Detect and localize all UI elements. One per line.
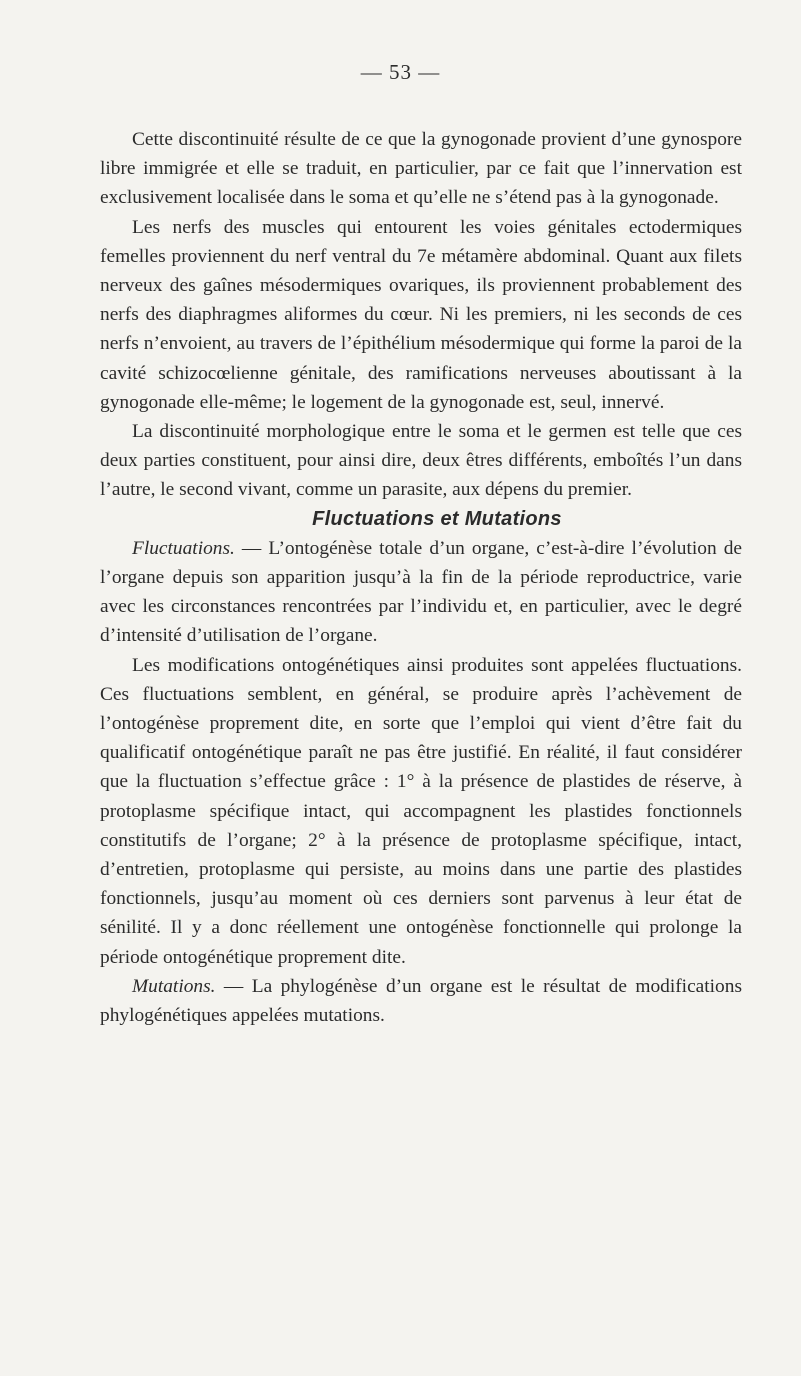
paragraph-fluctuations-text: — L’ontogénèse totale d’un organe, c’est-à-dire l’évolution de l’organe depuis son apparition jusqu’à la fin de la période reproductrice, varie avec les circonstances rencontrées par l’individu et, en particulier, avec le degré d’intensité d’utilisation de l’organe. [100, 537, 742, 647]
paragraph-mutations [100, 972, 742, 1030]
paragraph-discontinuite: La discontinuité morphologique entre le soma et le germen est telle que ces deux parties constituent, pour ainsi dire, deux êtres différents, emboîtés l’un dans l’autre, le second vivant, comme un parasite, aux dépens du premier. [100, 421, 742, 501]
body-text [100, 125, 742, 1030]
paragraph-gynogonade: Cette discontinuité résulte de ce que la gynogonade provient d’une gynospore libre immigrée et elle se traduit, en particulier, par ce fait que l’innervation est exclusivement localisée dans le soma et qu’elle ne s’étend pas à la gynogonade. [100, 129, 742, 209]
page-number: — 53 — [360, 60, 441, 84]
paragraph-fluctuations [100, 534, 742, 651]
section-heading: Fluctuations et Mutations [312, 507, 562, 530]
paragraph-mutations-text: — La phylogénèse d’un organe est le résultat de modifications phylogénétiques appelées mutations. [100, 975, 742, 1027]
paragraph-lead-mutations: Mutations. [132, 975, 216, 997]
paragraph-modifications: Les modifications ontogénétiques ainsi produites sont appelées fluctuations. Ces fluctuations semblent, en général, se produire après l’achèvement de l’ontogénèse proprement dite, en sorte que l’emploi qui vient d’être fait du qualificatif ontogénétique paraît ne pas être justifié. En réalité, il faut considérer que la fluctuation s’effectue grâce : 1° à la présence de plastides de réserve, à protoplasme spécifique intact, qui accompagnent les plastides fonctionnels constitutifs de l’organe; 2° à la présence de protoplasme spécifique, intact, d’entretien, protoplasme qui persiste, au moins dans une partie des plastides fonctionnels, jusqu’au moment où ces derniers sont parvenus à leur état de sénilité. Il y a donc réellement une ontogénèse fonctionnelle qui prolonge la période ontogénétique proprement dite. [100, 654, 742, 968]
paragraph-nerfs: Les nerfs des muscles qui entourent les voies génitales ectodermiques femelles proviennent du nerf ventral du 7e métamère abdominal. Quant aux filets nerveux des gaînes mésodermiques ovariques, ils proviennent probablement des nerfs des diaphragmes aliformes du cœur. Ni les premiers, ni les seconds de ces nerfs n’envoient, au travers de l’épithélium mésodermique qui forme la paroi de la cavité schizocœlienne génitale, des ramifications nerveuses aboutissant à la gynogonade elle-même; le logement de la gynogonade est, seul, innervé. [100, 216, 742, 413]
paragraph-lead-fluctuations: Fluctuations. [132, 537, 235, 559]
